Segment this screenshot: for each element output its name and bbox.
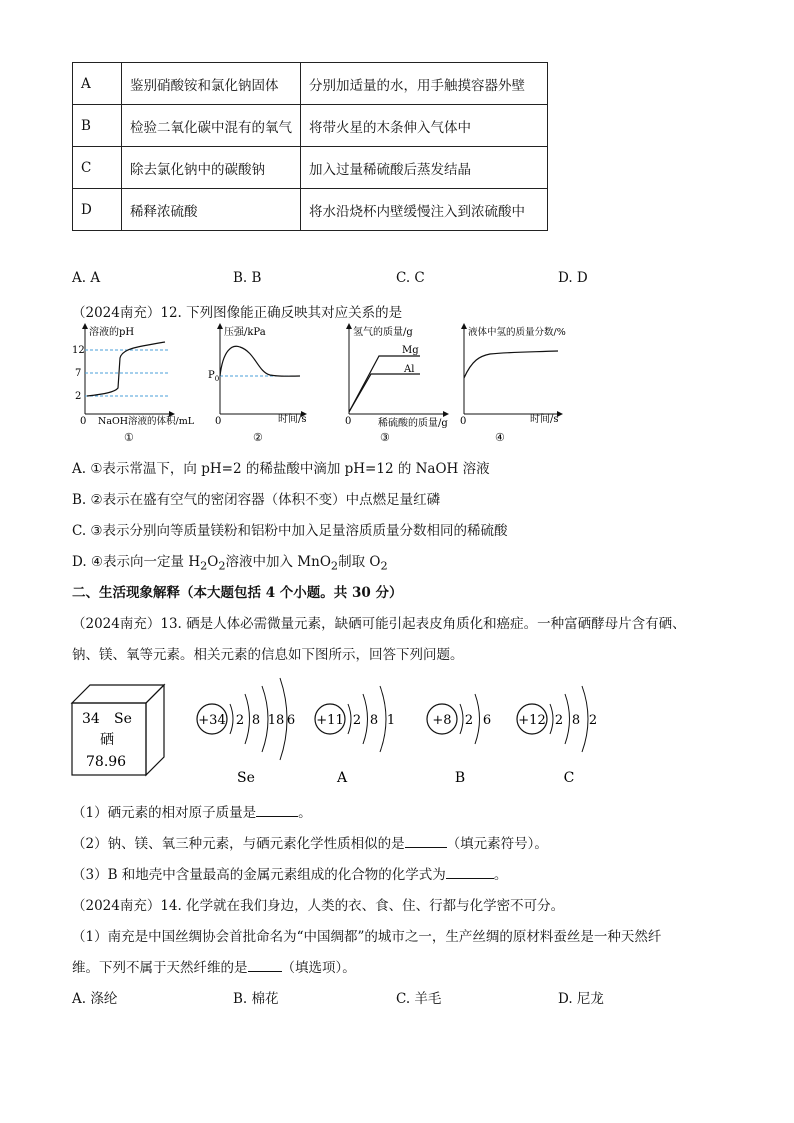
graph1-origin: 0 bbox=[80, 416, 87, 427]
row-label: D bbox=[73, 189, 122, 231]
shell-se-1: 2 bbox=[235, 713, 245, 728]
table-row bbox=[73, 63, 548, 105]
q12-option-d: D. ④表示向一定量 $H_2O_2$溶液中加入 MnO$_2$制取 $O_2$ bbox=[72, 554, 388, 573]
row-method: 将带火星的木条伸入气体中 bbox=[301, 105, 548, 147]
shell-a-2: 8 bbox=[369, 713, 379, 728]
q11-option-d: D. D bbox=[558, 270, 588, 286]
q13-line-2: 钠、镁、氧等元素。相关元素的信息如下图所示，回答下列问题。 bbox=[72, 647, 464, 663]
atom-label-b: B bbox=[454, 770, 466, 786]
q11-option-a: A. A bbox=[72, 270, 101, 286]
q12-option-b: B. ②表示在盛有空气的密闭容器（体积不变）中点燃足量红磷 bbox=[72, 492, 441, 508]
table-row bbox=[73, 147, 548, 189]
answer-blank[interactable] bbox=[446, 866, 494, 879]
graph2-ylabel: 压强/kPa bbox=[224, 327, 266, 338]
row-method: 加入过量稀硫酸后蒸发结晶 bbox=[301, 147, 548, 189]
q12-stem: （2024南充）12. 下列图像能正确反映其对应关系的是 bbox=[72, 305, 403, 321]
graph1-ytick-2: 2 bbox=[75, 391, 82, 402]
row-purpose: 鉴别硝酸铵和氯化钠固体 bbox=[122, 63, 301, 105]
atom-se bbox=[197, 678, 295, 786]
graph4-number: ④ bbox=[495, 431, 505, 444]
atom-b bbox=[427, 694, 491, 786]
al-line bbox=[349, 374, 420, 412]
q14-line-3: 维。下列不属于天然纤维的是 （填选项）。 bbox=[72, 960, 356, 976]
atom-label-se: Se bbox=[237, 770, 255, 786]
row-method: 分别加适量的水，用手触摸容器外壁 bbox=[301, 63, 548, 105]
q13-line-1: （2024南充）13. 硒是人体必需微量元素，缺硒可能引起表皮角质化和癌症。一种富硒酵母片含有硒、 bbox=[72, 616, 686, 632]
atom-structures bbox=[190, 676, 620, 791]
nucleus-se: +34 bbox=[198, 713, 226, 728]
row-purpose: 除去氯化钠中的碳酸钠 bbox=[122, 147, 301, 189]
graph1-xlabel: NaOH溶液的体积/mL bbox=[98, 416, 195, 427]
q12-graphs bbox=[60, 322, 600, 450]
graph3-ylabel: 氢气的质量/g bbox=[353, 327, 413, 338]
graph1-ytick-7: 7 bbox=[75, 368, 82, 379]
element-number: 34 bbox=[82, 711, 100, 727]
q14-option-d: D. 尼龙 bbox=[558, 991, 604, 1007]
graph3-origin: 0 bbox=[345, 416, 352, 427]
graph3-number: ③ bbox=[380, 431, 390, 444]
shell-a-1: 2 bbox=[352, 713, 362, 728]
nucleus-c: +12 bbox=[518, 713, 546, 728]
answer-blank[interactable] bbox=[248, 959, 282, 972]
graph4-origin: 0 bbox=[460, 416, 467, 427]
table-row bbox=[73, 105, 548, 147]
shell-se-4: 6 bbox=[286, 713, 296, 728]
graph2-p0: $P_0$ bbox=[208, 370, 220, 383]
graph3-xlabel: 稀硫酸的质量/g bbox=[378, 418, 448, 429]
graph1-ytick-12: 12 bbox=[72, 345, 85, 356]
pressure-curve bbox=[220, 346, 300, 376]
table-row bbox=[73, 189, 548, 231]
q14-option-c: C. 羊毛 bbox=[396, 991, 442, 1007]
q14-option-b: B. 棉花 bbox=[233, 991, 279, 1007]
row-label: A bbox=[73, 63, 122, 105]
q11-option-c: C. C bbox=[396, 270, 425, 286]
shell-a-3: 1 bbox=[386, 713, 396, 728]
atom-label-c: C bbox=[563, 770, 575, 786]
row-purpose: 检验二氧化碳中混有的氧气 bbox=[122, 105, 301, 147]
answer-blank[interactable] bbox=[256, 804, 298, 817]
graph4-xlabel: 时间/s bbox=[530, 414, 559, 425]
graph2-number: ② bbox=[253, 431, 263, 444]
row-label: B bbox=[73, 105, 122, 147]
graph3-series-mg: Mg bbox=[402, 345, 419, 356]
selenium-element-cell bbox=[70, 683, 166, 779]
q12-option-c: C. ③表示分别向等质量镁粉和铝粉中加入足量溶质质量分数相同的稀硫酸 bbox=[72, 523, 508, 539]
row-purpose: 稀释浓硫酸 bbox=[122, 189, 301, 231]
atom-label-a: A bbox=[336, 770, 348, 786]
shell-b-1: 2 bbox=[464, 713, 474, 728]
q14-option-a: A. 涤纶 bbox=[72, 991, 118, 1007]
nucleus-b: +8 bbox=[432, 713, 452, 728]
q12-option-a: A. ①表示常温下，向 pH=2 的稀盐酸中滴加 pH=12 的 NaOH 溶液 bbox=[72, 461, 490, 477]
graph1-number: ① bbox=[124, 431, 134, 444]
q13-sub-3: （3）B 和地壳中含量最高的金属元素组成的化合物的化学式为 。 bbox=[72, 867, 508, 883]
graph1-ylabel: 溶液的pH bbox=[89, 327, 135, 338]
shell-se-3: 18 bbox=[267, 713, 285, 728]
element-name: 硒 bbox=[100, 732, 114, 748]
element-symbol: Se bbox=[114, 711, 132, 727]
graph-3 bbox=[345, 325, 448, 444]
q14-line-1: （2024南充）14. 化学就在我们身边，人类的衣、食、住、行都与化学密不可分。 bbox=[72, 898, 565, 914]
row-label: C bbox=[73, 147, 122, 189]
nucleus-a: +11 bbox=[316, 713, 344, 728]
graph-1 bbox=[72, 325, 195, 444]
row-method: 将水沿烧杯内壁缓慢注入到浓硫酸中 bbox=[301, 189, 548, 231]
graph2-xlabel: 时间/s bbox=[278, 414, 307, 425]
graph3-series-al: Al bbox=[404, 364, 415, 375]
q13-sub-2: （2）钠、镁、氧三种元素，与硒元素化学性质相似的是 （填元素符号）。 bbox=[72, 836, 548, 852]
section-heading: 二、生活现象解释（本大题包括 4 个小题。共 30 分） bbox=[72, 585, 403, 601]
shell-c-1: 2 bbox=[554, 713, 564, 728]
graph4-ylabel: 液体中氢的质量分数/% bbox=[468, 327, 566, 338]
atom-a bbox=[315, 686, 395, 786]
shell-c-3: 2 bbox=[588, 713, 598, 728]
options-table bbox=[72, 62, 548, 231]
q14-line-2: （1）南充是中国丝绸协会首批命名为“中国绸都”的城市之一，生产丝绸的原材料蚕丝是一种天然纤 bbox=[72, 929, 662, 945]
shell-se-2: 8 bbox=[251, 713, 261, 728]
graph-4 bbox=[460, 326, 566, 444]
q11-option-b: B. B bbox=[233, 270, 262, 286]
shell-b-2: 6 bbox=[482, 713, 492, 728]
answer-blank[interactable] bbox=[405, 835, 447, 848]
hydrogen-curve bbox=[464, 351, 558, 378]
atom-c bbox=[517, 686, 597, 786]
element-mass: 78.96 bbox=[86, 754, 127, 770]
graph2-origin: 0 bbox=[215, 416, 222, 427]
shell-c-2: 8 bbox=[571, 713, 581, 728]
graph-2 bbox=[208, 326, 307, 444]
q13-sub-1: （1）硒元素的相对原子质量是 。 bbox=[72, 805, 312, 821]
